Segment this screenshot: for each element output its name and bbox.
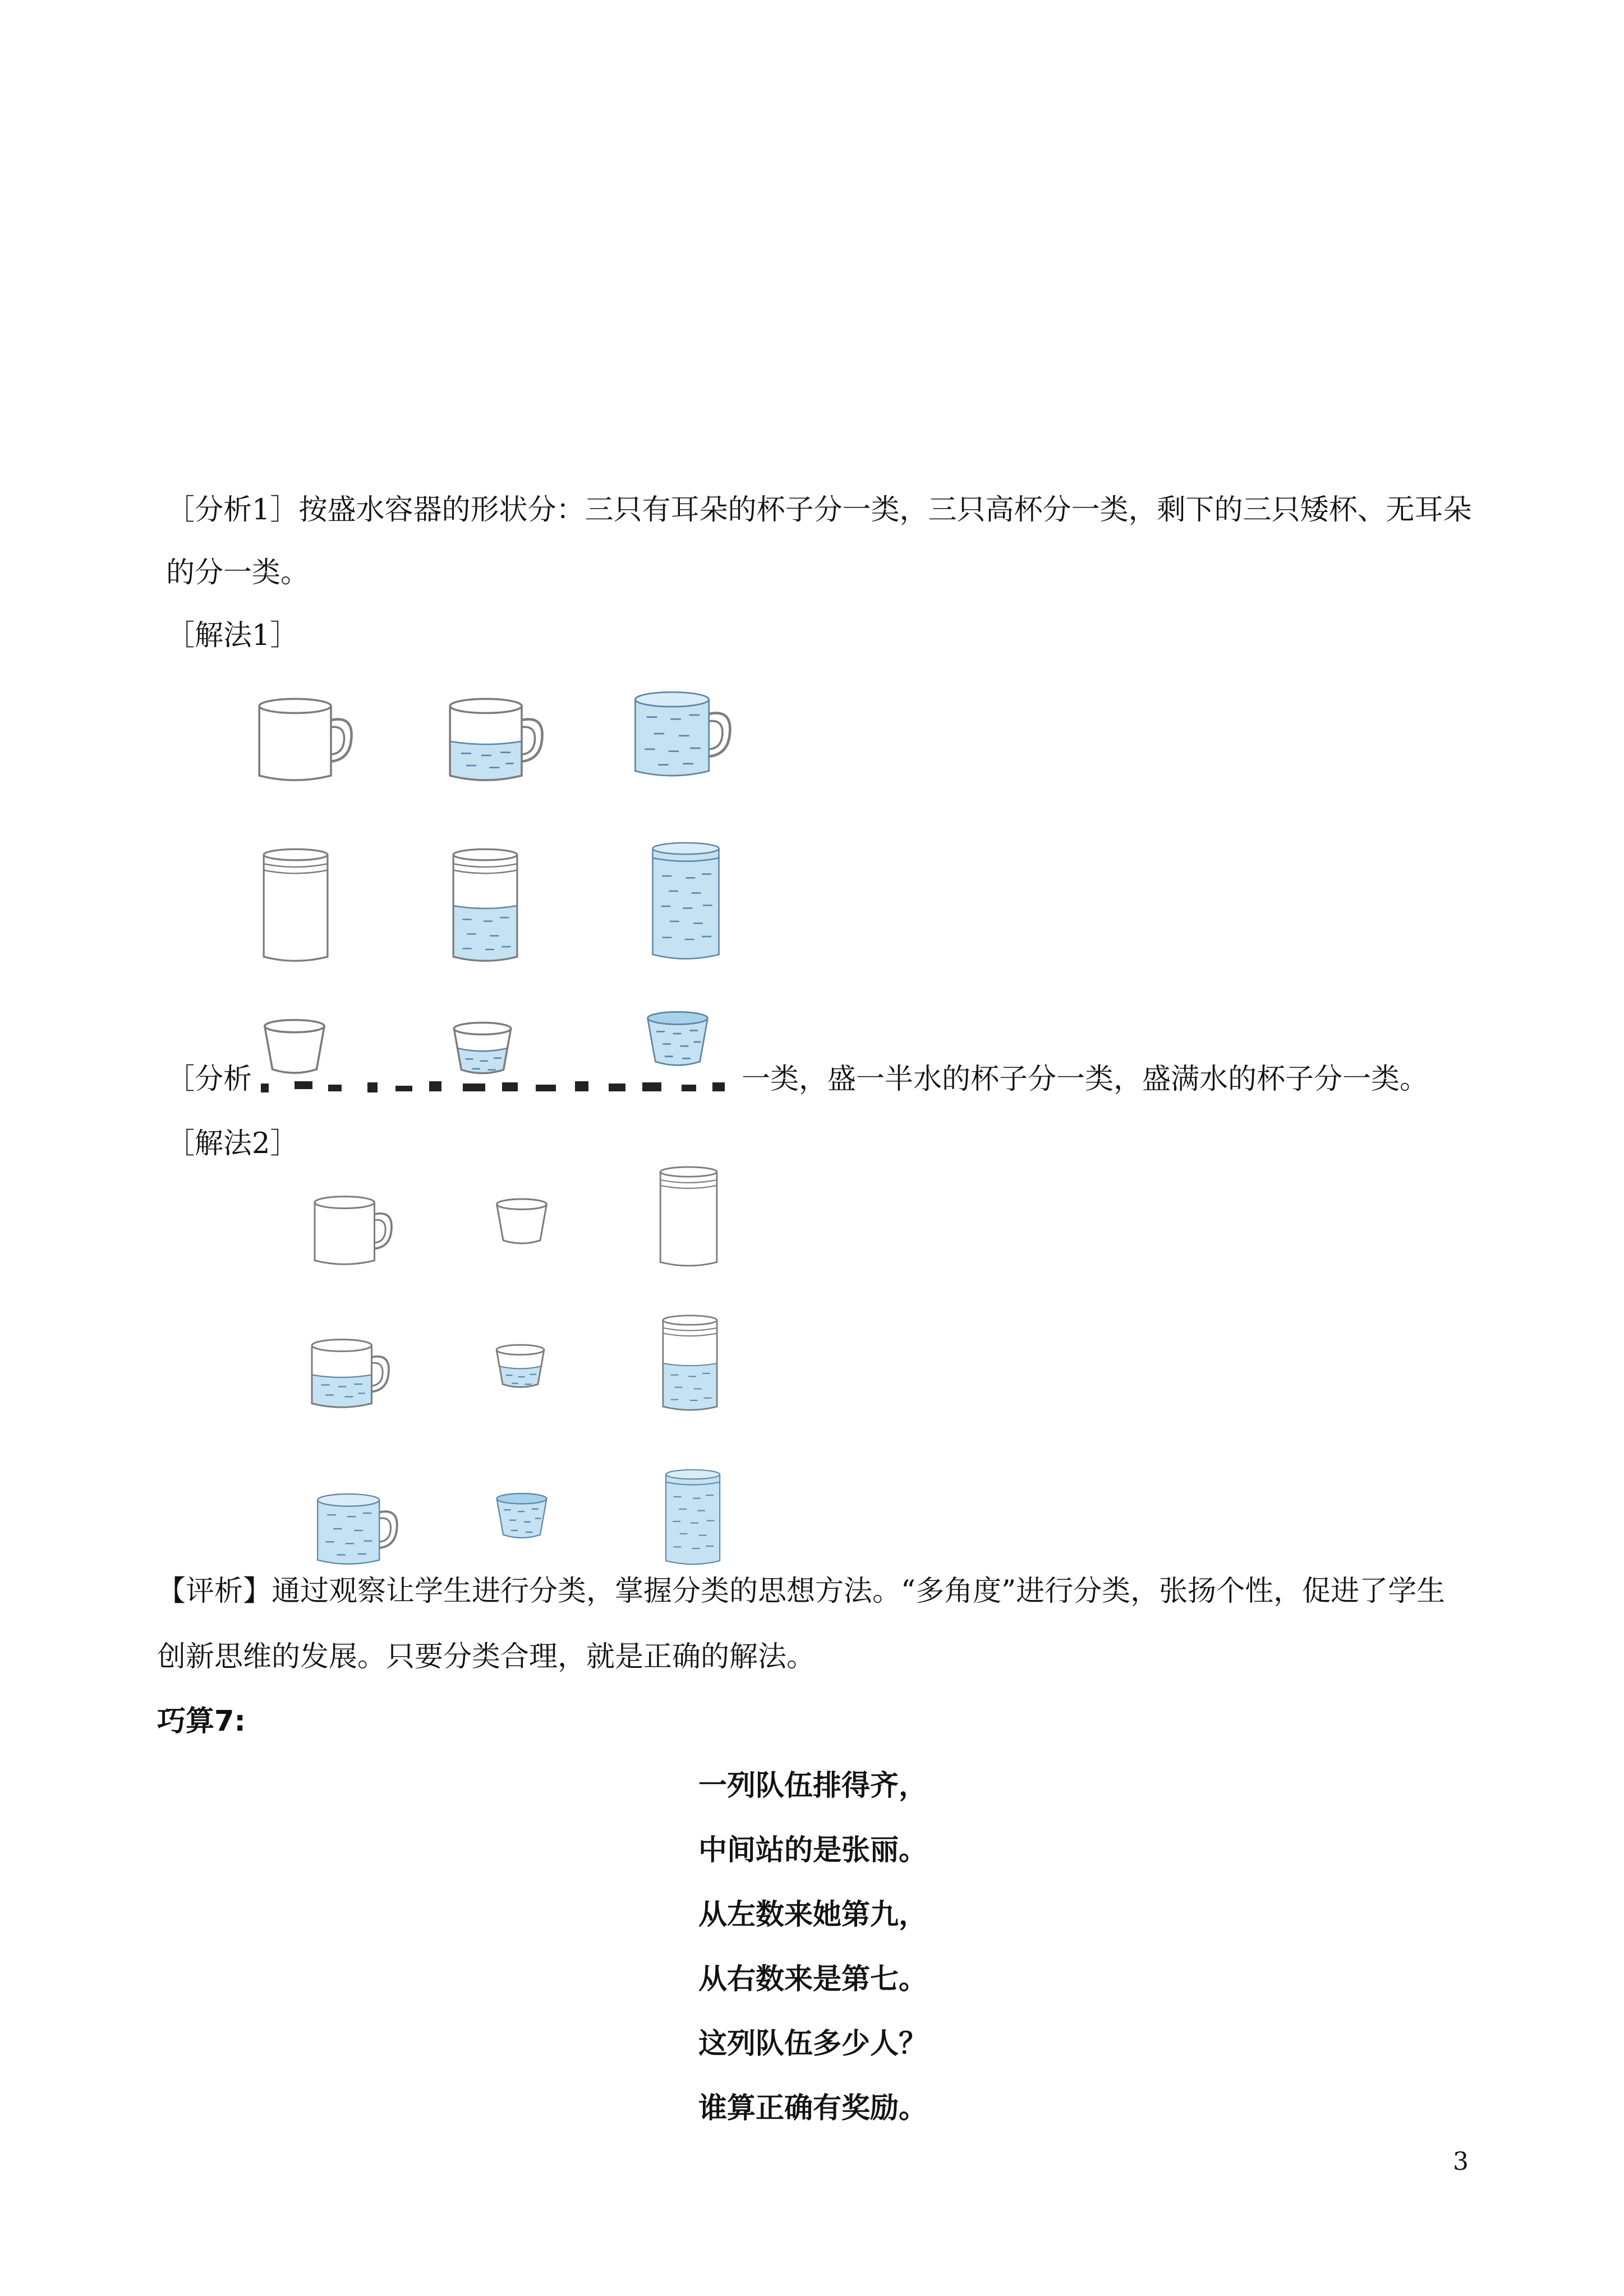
tall-glass-empty-icon <box>656 1155 721 1279</box>
short-cup-half-icon <box>449 1021 516 1080</box>
analysis2-prefix: ［分析 <box>166 1063 252 1096</box>
poem-line: 从左数来她第九， <box>698 1898 928 1931</box>
tall-glass-full-icon <box>662 1458 724 1577</box>
page-number: 3 <box>1453 2147 1469 2176</box>
analysis2-suffix: 一类，盛一半水的杯子分一类，盛满水的杯子分一类。 <box>742 1063 1429 1096</box>
poem-line: 一列队伍排得齐， <box>698 1769 928 1802</box>
short-cup-full-icon <box>644 1009 711 1072</box>
mug-full-icon <box>314 1481 401 1579</box>
review-line2: 创新思维的发展。只要分类合理，就是正确的解法。 <box>157 1640 816 1673</box>
poem-line: 从右数来是第七。 <box>698 1963 928 1996</box>
puzzle-heading: 巧算7: <box>157 1705 246 1738</box>
mug-half-icon <box>309 1326 393 1422</box>
tall-glass-full-icon <box>648 827 724 976</box>
poem-line: 谁算正确有奖励。 <box>698 2092 928 2125</box>
short-cup-full-icon <box>494 1492 550 1543</box>
obscured-text-fragments <box>261 1078 743 1097</box>
short-cup-empty-icon <box>494 1197 550 1249</box>
tall-glass-empty-icon <box>259 836 332 976</box>
mug-half-icon <box>446 684 547 796</box>
obscured-text-region <box>261 1078 743 1097</box>
mug-empty-icon <box>311 1183 395 1279</box>
poem-line: 中间站的是张丽。 <box>698 1834 928 1867</box>
tall-glass-half-icon <box>659 1304 721 1423</box>
mug-full-icon <box>631 676 735 794</box>
analysis1-line2: 的分一类。 <box>166 556 310 589</box>
mug-empty-icon <box>255 684 356 796</box>
short-cup-empty-icon <box>261 1018 328 1080</box>
poem-line: 这列队伍多少人？ <box>698 2027 928 2060</box>
solution2-heading: ［解法2］ <box>166 1127 299 1160</box>
short-cup-half-icon <box>494 1343 547 1393</box>
review-line1: 【评析】通过观察让学生进行分类，掌握分类的思想方法。“多角度”进行分类，张扬个性，促进了学生 <box>157 1575 1446 1608</box>
analysis1-line1: ［分析1］按盛水容器的形状分：三只有耳朵的杯子分一类，三只高杯分一类，剩下的三只矮杯、无耳朵 <box>166 494 1472 527</box>
tall-glass-half-icon <box>449 836 522 976</box>
solution1-heading: ［解法1］ <box>166 619 299 652</box>
